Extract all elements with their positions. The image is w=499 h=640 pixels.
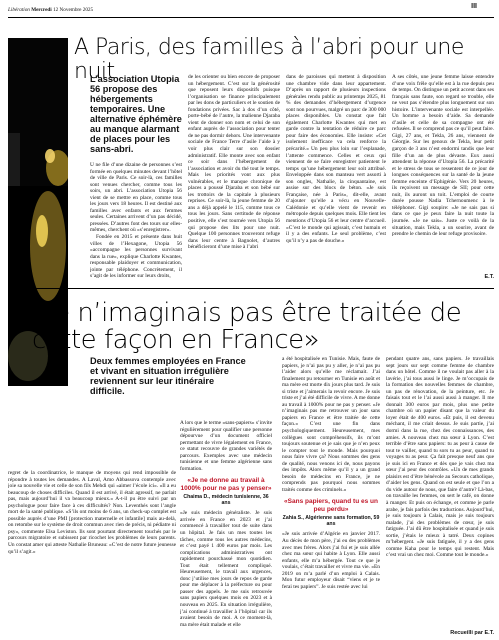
top-column-3: dans de paroisses qui mettent à disposition une chambre vide dans leur appartement. D’après un rapport de plusieurs inspections générales rendu public au printemps 2025, 81 % des demandes d’hébergement d’urgence sont non pourvues, malgré un parc de 300 000 places disponibles. Un constat que fait également Charlotte Kwantes qui met en garde contre la tentation de réduire ce parc pour faire des économies. Elle insiste: «Cet isolement inefficace va cela renforce la précarité.» Un peu plus loin sur l’esplanade, l’attente commence. Celles et ceux qui viennent de se faire enregistrer patientent le temps qu’une hébergement leur soit attribué. Enveloppée dans son manteau vert assorti à son ongles, Nathalie, la cinquantaine, est assise sur des blocs de béton. «Je suis Française, née à Paris», dit-elle, avant d’ajouter qu’elle a vécu en Nouvelle-Calédonie et qu’elle vient de revenir en métropole depuis quelques mois. Elle tient les mentions d’Utopia 56 et leur centre d’accueil. «C’est le monde qui agissait, c’est humain et il y a des enfants. Le seul problème, c’est qu’il n’y a pas de douche.» (286, 74, 386, 244)
bottom-dek: Deux femmes employées en France et vivant en situation irrégulière reviennent sur leur itinéraire difficile. (90, 356, 246, 396)
paragraph: U ne file d’une dizaine de personnes s’est formée en quelques minutes devant l’hôtel de ville de Paris. Ce soir-là, ces familles sont venues chercher, comme tous les soirs, un abri. L’association Utopia 56 vient de se mettre en place, comme tous les jours vers 18 heures. Il est destiné aux familles avec enfants et aux femmes seules. Certaines arrivent d’un pas décidé, pressées. D’autres font des tours sur elles-mêmes, cherchent où «s’enregistrer». (90, 162, 182, 234)
pull-quote-1: «Je ne donne au travail à 1000% pour ne pas y penser» (180, 477, 272, 492)
bottom-column-4: pendant quatre ans, sans papiers. Je travaillais sept jours sur sept comme femme de chambre dans un hôtel. Comme il ne voulait pas aller à la lavérie, j’ai tous aussi le linge. Je m’occupais de la formation des nouvelles femmes de chambre, un pas de rénovation, de la peinture, etc. Je faisais tout et le l’ai aussi aussi à manger. Il me donnait 300 euros par mois, plus une petite chambre où un papier disant que la valeur du loyer était de 400 euros. «Et puis, il est devenu méchant, il me criait dessus. Je suis partie, j’ai dormi dans la rue, chez des connaissances, des amies. A nouveau chez ma sœur à Lyon. C’est terrible d’être sans papiers: tu as peur à cause de tout te vailler, quand tu sors tu as peur, quand tu voyages tu as peur. Ça fait presque neuf ans que je suis ici en France et dès que je vais chez ma sœur j’ai peur des contrôles. «Un de mes grands plaisirs est d’être bénévole au Secours catholique, d’aider les gens. Quand on est seule et que l’on a du vide autour de nous, que faire d’autre? Là-bas, on travaille les femmes, on sert le café, on donne à manger. Et puis on échange, et comme je parle arabe, je fais parfois des traductions. Aujourd’hui, je suis toujours à Calais, mais je suis toujours malade, j’ai des problèmes de cœur, je suis fatiguée. J’ai dû être hospitalisée et quand je suis sortie, j’étais le mieux à tatré. Deux copines m’hébergent. «Je suis fatiguée, il y a des gens comme Kaha pour le temps qui restent. Mais c’est vrai un chez moi. Comme tout le monde.» (386, 356, 494, 559)
photo-left-middle (8, 186, 68, 386)
pull-quote-2: «Sans papiers, quand tu es un peu perdu» (284, 498, 378, 513)
night-photo-icon (8, 38, 68, 186)
paragraph: a été hospitalisée en Tunisie. Mais, faute de papiers, je n’ai pas pu y aller, je n’ai pas pu l’aider alors qu’elle me réclamait. J’ai finalement pu retourner en Tunisie en août et ma mère est morte dix jours plus tard. Je suis si triste et j’aimerais la revoir encore. Je suis triste et j’ai été difficile de vivre. A me donne au travail à 1000% pour ne pas y penser. «Je n’imaginais pas me retrouver un jour sans papiers en France et être traitée de cette façon.» C’est une fin dans psychologiquement. Heureusement, mes collègues sont compréhensifs, ils m’ont toujours soutenue et je sais que je n’en peux le compter tout le monde. Mais pourquoi nous faire vivre ça? Nous sommes des gens de qualité, nous venons ici de, nous payons des impôts. Alors même qu’il y a un grand besoin de médecins en France, je ne comprends pas pourquoi nous sommes traités comme des criminels.» (282, 356, 380, 493)
top-column-1 (90, 162, 182, 280)
page-number: III (471, 3, 477, 10)
bottom-byline: Recueilli par E.T. (450, 630, 494, 636)
bottom-column-2 (180, 420, 272, 636)
top-column-2: de les orienter ou bien encore de proposer un hébergement. C’est sur la générosité que reposent leurs dispositifs puisque l’organisation se finance principalement par les dons de particuliers et le soutien de fondations privées. Sac à dos d’un côté, porte-bébé de l’autre, la malienne Djaraba vient de donner son nom et celui de son enfant auprès de l’association pour tenter de ne pas dormir dehors. Une intervenante sociale de France Terre d’asile l’aide à y voir plus clair sur son dossier administratif. Elle monte avec son enfant ce soir dans l’hébergement de l’association et avoir du thé tout le temps. Mais les priorités vont aux plus vulnérables, et le manque chronique de places a poussé Djaraba et son bébé sur les trottoirs de la capitale à plusieurs reprises. Ce soir-là, la jeune femme de 20 ans a déjà appelé le 115, comme tous ce tous les jours. Sans certitude de réponse positive, elle s’est tournée vers Utopia 56 qui propose des lits pour une nuit. Quelque 100 personnes trouveront refuge dans leur centre à Bagnolet, d’autres bénéficieront d’une mise à l’abri (188, 74, 280, 251)
top-byline: E.T. (484, 274, 494, 280)
masthead-rule (8, 17, 494, 18)
pull-quote-2-source: Zahia S., Algérienne sans formation, 59 ans (282, 515, 380, 528)
newspaper-name: Libération (8, 7, 30, 13)
top-headline: A Paris, des familles à l’abri pour une nuit (74, 35, 464, 84)
paragraph: Fondée en 2015 et présente dans huit villes de l’Hexagone, Utopia 56 «accompagne les personnes survivant dans la rue», explique Charlotte Kwantes, responsable plaidoyer et communication, jointe par téléphone. Concrètement, il s’agit de les informer sur leurs droits, (90, 234, 182, 280)
masthead (8, 4, 494, 16)
top-column-4: A ses côtés, une jeune femme laisse entendre d’une voix frêle qu’elle est à la rue depuis peu de temps. On distingue un petit accent dans ses français sans faute, son regard se trouble, elle ne veut pas s’étendre plus longuement sur son histoire. L’intervenante sociale est interpellée. Un homme a besoin d’aide. Sa demande d’asile et celle de sa compagne ont été refusées. Il se comprend pas ce qu’il peut faire. Gigi, 27 ans, et Tekla, 26 ans, viennent de Géorgie. Sur les genoux de Tekla, leur petit garçon de 3 ans n’est endormi tandis que leur fille d’un an de plus dévaste. Eux aussi attendent la réponse d’Utopia 56. La précarité et le stress de tous se ressentent de ce jour de longues conséquences sur la santé de la jeune femme enceinte d’Ephigénie. Vers 20 heures, ils reçoivent un message de SII; pour cette nuit, ils auront un toit. L’emploi de courte durée pousse Nadia Tchernoumenc à le téléphoner. Gigi soupire: «Je ne sais pas si dans ce que je peux faire la nuit toute la journée. «Je ne sais». Juste ce voilà de la situation, mais Tekla, a un sourire, avant de prendre le chemin de leur refuge provisoire. (392, 74, 494, 238)
date-rest: 12 Novembre 2025 (53, 7, 94, 13)
photo-left-top (8, 38, 68, 186)
paragraph: «Je suis arrivée d’Algérie en janvier 2017. Au décès de mon père, j’ai eu des problèmes avec mes frères. Alors j’ai fui et je suis allée chez ma sœur qui habite à Lyon. Elle aussi enfants, elle m’a hébergée. Tout ce que je voulais, c’était travailler et vivre ma vie. «En 2019 on m’a parlé d’un emploi à Calais. Mon futur employeur disait “viens et je te ferai tes papiers”. Je suis restée avec lui (282, 531, 380, 590)
bottom-column-1: regret de la coordinatrice, le manque de moyens qui rend impossible de répondre à toutes les demandes. A Laval, Amo Abbassova contemple avec joie sa nouvelle vie et celle de son fils Mehdi qui «aimer l’école ici». «Il a eu beaucoup de choses difficiles. Quand il est arrivé, il était agressif, ne parlait pas, mais aujourd’hui il va beaucoup mieux.» A-t-il pu être suivi par un psychologue pour faire face à ces difficultés? Non. Leventhés sont l’angle mort de la santé publique. «S’ils ont moins de 6 ans, un check-up complet est possible auprès d’une PMI [protection maternelle et infantile] mais au-delà, on retombe sur le système de droit commun avec rien de précis, ni pédiatre ni psy», commente Elsa Leviston. Ils sont pourtant directement touchés par le parcours migratoire et subissent par ricochet les problèmes de leurs parents. Un constat amer qui atteste Nathalie Bruneau: «C’est de notre future jeunesse qu’il s’agit.» (8, 470, 176, 555)
night-photo-icon (8, 186, 68, 386)
top-dek: L’association Utopia 56 propose des hébergements temporaires. Une alternative éphémère au manque alarmant de places pour les sans-abri. (90, 74, 182, 154)
section-rule (8, 288, 494, 289)
date-day: Mercredi (31, 7, 52, 13)
bottom-headline: «Je n’imaginais pas être traitée de cette façon en France» (32, 298, 462, 355)
pull-quote-1-source: Chaima D., médecin tunisienne, 36 ans (183, 494, 269, 507)
paragraph: «Je suis médecin généraliste. Je suis arrivée en France en 2023 et j’ai commencé à travailler tout de suite dans un hôpital. Je fais un mes toutes les tâches, comme tous les autres médecins, et c’est payé 1 400 euros par mois. Les complications administratives ont rapidement pourchassé mon quotidien. Tout était tellement compliqué. Heureusement, le travail aux urgences, donc j’utilise mes jours de repos de garde pour me déplacer à la préfecture ou pour passer des appels. Je me suis retrouvée sans papiers quelques mois en 2023 et à nouveau en 2025. En situation irrégulière, j’ai continué à travailler à l’hôpital car ils avaient besoin de moi. A ce moment-là, ma mère était malade et elle (180, 510, 272, 628)
intro-paragraph: A lors que le terme «sans-papiers» s’invite régulièrement pour qualifier une personne dépourvue d’un document officiel permettant de vivre légalement en France, ce statut recouvre de grandes variétés de parcours. Exemples avec une médecin tunisienne et une femme algérienne sans formation. (180, 420, 272, 472)
bottom-column-3 (282, 356, 380, 636)
